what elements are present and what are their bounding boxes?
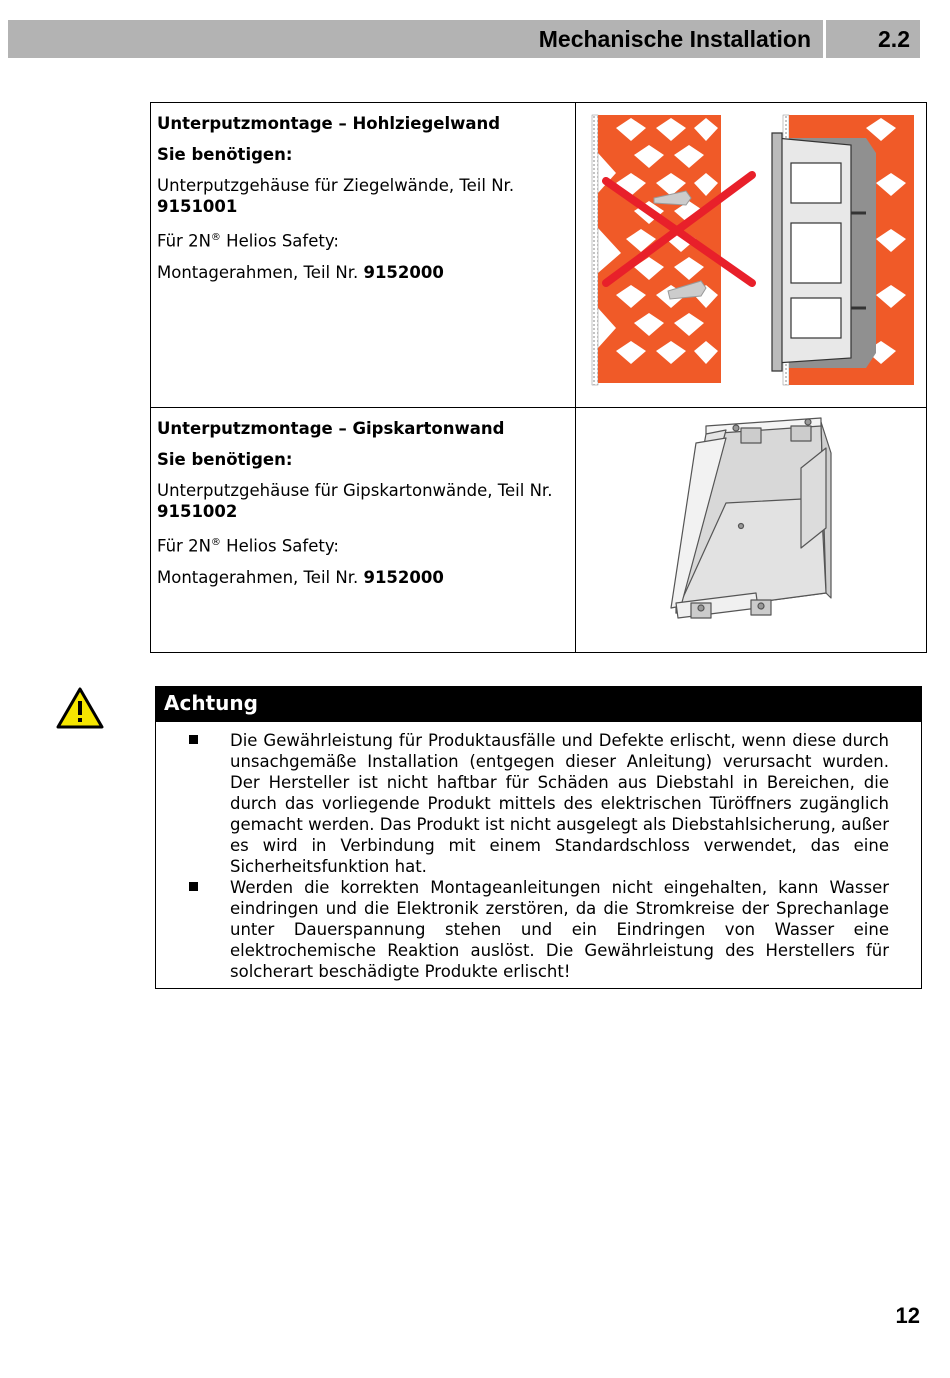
plasterboard-illustration [576, 408, 927, 653]
part-number: 9152000 [363, 262, 444, 282]
frame-part: Montagerahmen, Teil Nr. 9152000 [157, 262, 444, 282]
plasterboard-text-cell [151, 408, 576, 653]
bullet-icon [189, 735, 198, 744]
part-number: 9151002 [157, 502, 238, 521]
table-row [151, 103, 927, 408]
warning-list [156, 722, 921, 982]
page-header [8, 20, 920, 58]
row-heading: Unterputzmontage – Gipskartonwand [157, 419, 505, 438]
page-number: 12 [895, 1303, 920, 1328]
housing-part: Unterputzgehäuse für Ziegelwände, Teil Nr. 9151001 [157, 176, 515, 216]
brick-wall-illustration [576, 103, 927, 408]
list-item: Werden die korrekten Montageanleitungen nicht eingehalten, kann Wasser eindringen und die Elektronik zerstören, da die Stromkreise der Sprechanlage unter Dauerspannung stehen und ein Eindringen von Wasser eine elektrochemische Reaktion auslöst. Die Gewährleistung des Herstellers für solcherart beschädigte Produkte erlischt! [156, 877, 889, 982]
need-label: Sie benötigen: [157, 145, 293, 164]
row-heading: Unterputzmontage – Hohlziegelwand [157, 114, 501, 133]
for-product: Für 2N® Helios Safety: [157, 231, 339, 251]
warning-box [155, 686, 922, 989]
for-product: Für 2N® Helios Safety: [157, 536, 339, 556]
housing-part: Unterputzgehäuse für Gipskartonwände, Teil Nr. 9151002 [157, 481, 553, 521]
frame-part: Montagerahmen, Teil Nr. 9152000 [157, 567, 444, 587]
housing-box-diagram [576, 408, 926, 642]
section-number: 2.2 [826, 20, 920, 58]
section-title: Mechanische Installation [8, 20, 823, 58]
need-label: Sie benötigen: [157, 450, 293, 469]
bullet-icon [189, 882, 198, 891]
warning-icon [56, 687, 104, 729]
list-item: Die Gewährleistung für Produktausfälle und Defekte erlischt, wenn diese durch unsachgemäße Installation (entgegen dieser Anleitung) verursacht wurden. Der Hersteller ist nicht haftbar für Schäden aus Diebstahl in Bereichen, die durch das vorliegende Produkt mittels des elektrischen Türöffners zugänglich gemacht werden. Das Produkt ist nicht ausgelegt als Diebstahlsicherung, außer es wird in Verbindung mit einem Standardschloss verwendet, das eine Sicherheitsfunktion hat. [156, 730, 889, 877]
brick-wall-diagram [576, 103, 926, 397]
warning-title: Achtung [156, 687, 921, 722]
part-number: 9152000 [363, 567, 444, 587]
table-row [151, 408, 927, 653]
brick-wall-text-cell [151, 103, 576, 408]
part-number: 9151001 [157, 197, 238, 216]
parts-table [150, 102, 927, 653]
